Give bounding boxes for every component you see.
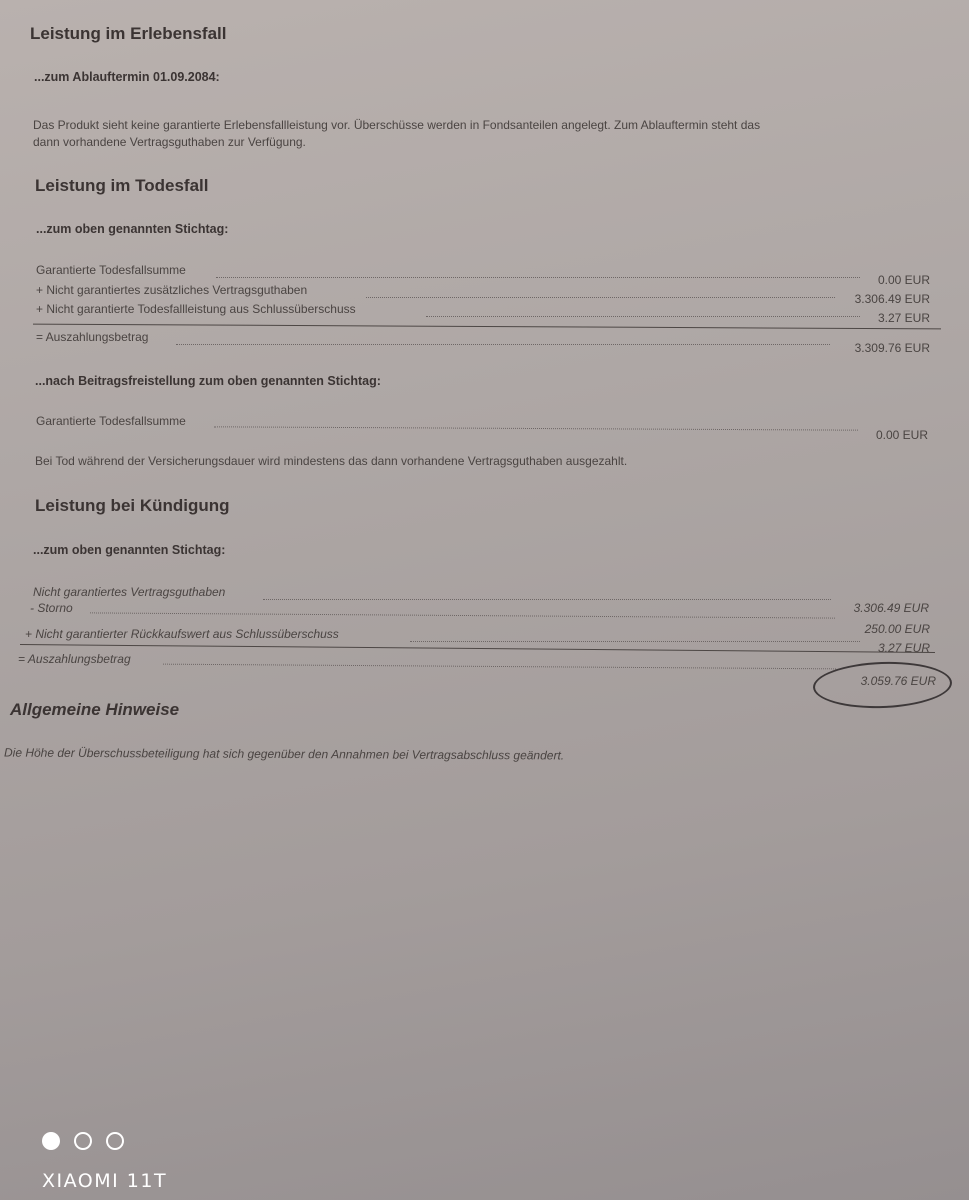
- row-amount: 3.306.49 EUR: [853, 601, 929, 615]
- filled-dot-icon: [42, 1132, 60, 1150]
- row-label: = Auszahlungsbetrag: [18, 652, 131, 666]
- row-amount: 3.27 EUR: [877, 641, 930, 655]
- section-title-todesfall: Leistung im Todesfall: [35, 176, 209, 195]
- outline-dot-icon: [74, 1132, 92, 1150]
- subtitle-stichtag: ...zum oben genannten Stichtag:: [36, 222, 229, 236]
- leader-dots: [426, 316, 860, 317]
- section-title-kuendigung: Leistung bei Kündigung: [35, 496, 230, 515]
- sum-rule: [33, 324, 941, 330]
- row-amount: 3.306.49 EUR: [854, 292, 930, 306]
- table-row-total: [36, 330, 930, 355]
- leader-dots: [176, 344, 830, 345]
- hinweise-text: Die Höhe der Überschussbeteiligung hat sich gegenüber den Annahmen bei Vertragsabschluss geändert.: [3, 745, 565, 763]
- leader-dots: [90, 612, 835, 618]
- row-label: + Nicht garantiertes zusätzliches Vertragsguthaben: [36, 283, 308, 297]
- table-row: [36, 414, 928, 442]
- leader-dots: [410, 641, 860, 642]
- subtitle-ablauftermin: ...zum Ablauftermin 01.09.2084:: [34, 70, 220, 84]
- row-label: Garantierte Todesfallsumme: [36, 263, 186, 277]
- section-title-erlebensfall: Leistung im Erlebensfall: [30, 24, 227, 43]
- camera-watermark-text: XIAOMI 11T: [42, 1170, 168, 1192]
- table-row: [36, 302, 930, 325]
- erlebensfall-text-line2: dann vorhandene Vertragsguthaben zur Verfügung.: [33, 135, 306, 149]
- row-label: + Nicht garantierte Todesfallleistung aus Schlussüberschuss: [36, 302, 356, 316]
- erlebensfall-text-line1: Das Produkt sieht keine garantierte Erlebensfallleistung vor. Überschüsse werden in Fondsanteilen angelegt. Zum Ablauftermin steht das: [33, 118, 761, 132]
- row-label: + Nicht garantierter Rückkaufswert aus Schlussüberschuss: [25, 627, 339, 641]
- section-title-hinweise: Allgemeine Hinweise: [10, 700, 180, 719]
- row-amount: 0.00 EUR: [877, 273, 930, 287]
- table-row: [36, 283, 930, 306]
- todesfall-note: Bei Tod während der Versicherungsdauer wird mindestens das dann vorhandene Vertragsguthaben ausgezahlt.: [35, 454, 628, 468]
- table-row: [25, 627, 930, 655]
- leader-dots: [263, 599, 831, 600]
- row-label: Garantierte Todesfallsumme: [36, 414, 186, 428]
- subtitle-beitragsfreistellung: ...nach Beitragsfreistellung zum oben genannten Stichtag:: [35, 374, 381, 388]
- table-row-total: [18, 652, 936, 688]
- table-row: [36, 263, 930, 287]
- outline-dot-icon: [106, 1132, 124, 1150]
- row-label: - Storno: [30, 601, 73, 615]
- row-amount: 250.00 EUR: [864, 622, 930, 636]
- row-amount: 3.27 EUR: [877, 311, 930, 325]
- leader-dots: [366, 297, 835, 298]
- row-amount: 0.00 EUR: [875, 428, 928, 442]
- row-amount: 3.059.76 EUR: [860, 674, 936, 688]
- leader-dots: [163, 664, 836, 670]
- row-amount: 3.309.76 EUR: [854, 341, 930, 355]
- leader-dots: [214, 426, 858, 430]
- row-label: Nicht garantiertes Vertragsguthaben: [33, 585, 226, 599]
- subtitle-stichtag-kuendigung: ...zum oben genannten Stichtag:: [33, 543, 226, 557]
- row-label: = Auszahlungsbetrag: [36, 330, 149, 344]
- leader-dots: [216, 277, 860, 278]
